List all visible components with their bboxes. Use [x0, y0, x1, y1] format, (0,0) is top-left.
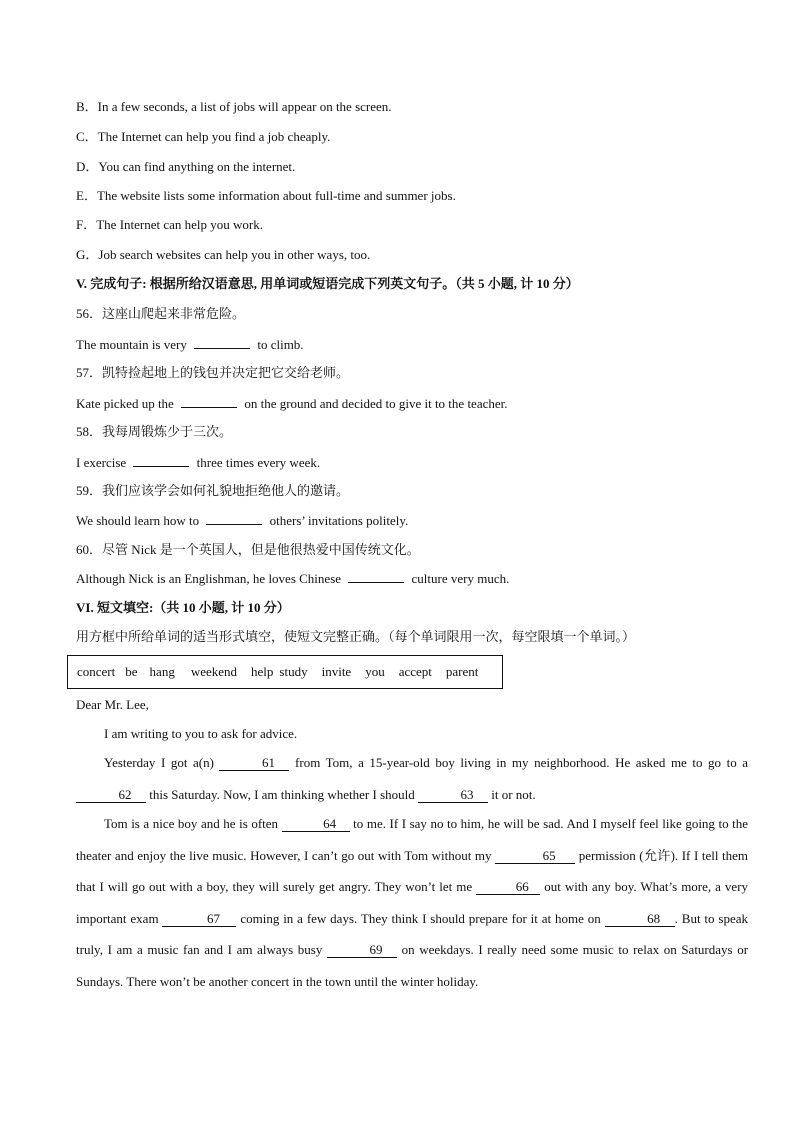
blank-66[interactable]: 66: [476, 879, 540, 895]
q58-chinese: 58．我每周锻炼少于三次。: [76, 424, 233, 439]
section5-title: V. 完成句子: 根据所给汉语意思, 用单词或短语完成下列英文句子。（共 5 小题, 计 10 分）: [76, 276, 579, 291]
word-item: help: [251, 664, 274, 679]
section6-title: VI. 短文填空:（共 10 小题, 计 10 分）: [76, 600, 290, 615]
q56-answer-blank[interactable]: [194, 334, 250, 349]
letter-paragraph-3: Tom is a nice boy and he is often 64 to me. If I say no to him, he will be sad. And I myself feel like going to the theater and enjoy the live music. However, I can’t go out with Tom without my 65 permission (允许). If I tell them that I will go out with a boy, they will surely get angry. They won’t let me 66 out with any boy. What’s more, a very important exam 67 coming in a few days. They think I should prepare for it at home on 68 . But to speak truly, I am a music fan and I am always busy 69 on weekdays. I really need some music to relax on Saturdays or Sundays. There won’t be another concert in the town until the winter holiday.: [76, 816, 749, 989]
section6-instruction: 用方框中所给单词的适当形式填空，使短文完整正确。（每个单词限用一次，每空限填一个单词。）: [76, 629, 636, 644]
option-d: D．You can find anything on the internet.: [76, 159, 296, 174]
word-item: accept: [398, 664, 432, 679]
q56-english: The mountain is very to climb.: [76, 334, 304, 355]
letter-paragraph-2: Yesterday I got a(n) 61 from Tom, a 15-year-old boy living in my neighborhood. He asked me to go to a 62 this Saturday. Now, I am thinking whether I should 63 it or not.: [76, 747, 748, 810]
word-box-list: [77, 662, 478, 682]
q57-chinese: 57．凯特捡起地上的钱包并决定把它交给老师。: [76, 365, 350, 380]
q60-answer-blank[interactable]: [348, 568, 404, 583]
q57-english: Kate picked up the on the ground and decided to give it to the teacher.: [76, 393, 508, 414]
q58-english: I exercise three times every week.: [76, 452, 320, 473]
option-b: B．In a few seconds, a list of jobs will appear on the screen.: [76, 99, 392, 114]
blank-67[interactable]: 67: [162, 911, 236, 927]
word-item: hang: [149, 664, 175, 679]
q56-chinese: 56．这座山爬起来非常危险。: [76, 306, 246, 321]
option-c: C．The Internet can help you find a job cheaply.: [76, 129, 331, 144]
q57-answer-blank[interactable]: [181, 393, 237, 408]
blank-69[interactable]: 69: [327, 942, 397, 958]
word-item: parent: [445, 664, 479, 679]
option-e: E．The website lists some information about full-time and summer jobs.: [76, 188, 456, 203]
blank-65[interactable]: 65: [495, 848, 575, 864]
letter-paragraph-1: I am writing to you to ask for advice.: [104, 726, 298, 741]
letter-greeting: Dear Mr. Lee,: [76, 697, 149, 712]
q60-chinese: 60．尽管 Nick 是一个英国人，但是他很热爱中国传统文化。: [76, 542, 420, 557]
word-item: study: [279, 664, 308, 679]
word-item: you: [365, 664, 385, 679]
blank-68[interactable]: 68: [605, 911, 675, 927]
word-item: weekend: [190, 664, 238, 679]
blank-61[interactable]: 61: [219, 755, 289, 771]
blank-63[interactable]: 63: [418, 787, 488, 803]
word-item: be: [125, 664, 138, 679]
blank-62[interactable]: 62: [76, 787, 146, 803]
word-item: concert: [77, 664, 116, 679]
option-f: F．The Internet can help you work.: [76, 217, 264, 232]
option-g: G．Job search websites can help you in other ways, too.: [76, 247, 371, 262]
word-item: invite: [321, 664, 352, 679]
q59-answer-blank[interactable]: [206, 510, 262, 525]
q58-answer-blank[interactable]: [133, 452, 189, 467]
q59-english: We should learn how to others’ invitations politely.: [76, 510, 408, 531]
q59-chinese: 59．我们应该学会如何礼貌地拒绝他人的邀请。: [76, 483, 350, 498]
word-box: [67, 655, 503, 689]
blank-64[interactable]: 64: [282, 816, 350, 832]
q60-english: Although Nick is an Englishman, he loves Chinese culture very much.: [76, 568, 509, 589]
